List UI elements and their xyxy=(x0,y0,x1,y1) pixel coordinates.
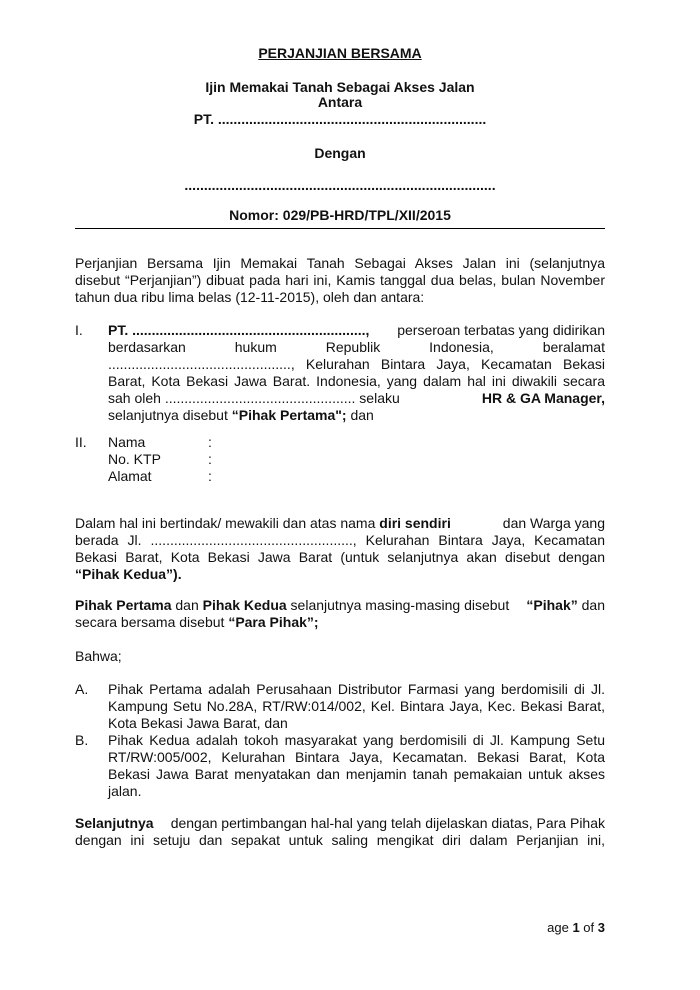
party-one-word: beralamat xyxy=(542,339,605,355)
parties-text: dan xyxy=(171,597,203,613)
representation-line-1 xyxy=(75,515,605,532)
representation-emphasis: diri sendiri xyxy=(379,515,451,531)
page-current: 1 xyxy=(572,920,580,935)
parties-text: selanjutnya masing-masing disebut xyxy=(286,597,514,613)
party-label: “Pihak” xyxy=(526,597,578,613)
parties-text: secara bersama disebut xyxy=(75,614,229,630)
representation-text: Dalam hal ini bertindak/ mewakili dan atas nama xyxy=(75,515,380,531)
party-one-line-3: ..............................................., Kelurahan Bintara Jaya, Kecamatan Bekasi xyxy=(108,356,605,372)
field-label-nama: Nama xyxy=(108,434,146,450)
whereas-b-line-1: Pihak Kedua adalah tokoh masyarakat yang berdomisili di Jl. Kampung Setu xyxy=(108,732,605,748)
representation-line-3: Bekasi Barat, Kota Bekasi Jawa Barat (untuk selanjutnya akan disebut dengan xyxy=(75,549,605,565)
whereas-b-line-4: jalan. xyxy=(108,783,142,799)
document-title: PERJANJIAN BERSAMA xyxy=(258,45,422,61)
party-one-word: Indonesia, xyxy=(429,339,494,355)
party-one-word: hukum xyxy=(234,339,277,355)
party-one-pt: PT. ............................................................, xyxy=(108,322,370,338)
representation-line-2: berada Jl. ...................................................., Kelurahan Bintara Jaya, Kecamatan xyxy=(75,532,605,548)
party-one-line-1 xyxy=(108,322,605,339)
page-total: 3 xyxy=(597,920,605,935)
whereas-a-line-1: Pihak Pertama adalah Perusahaan Distributor Farmasi yang berdomisili di Jl. xyxy=(108,681,605,697)
field-colon: : xyxy=(208,451,212,467)
whereas-b-number: B. xyxy=(75,732,89,748)
document-subtitle-with: Dengan xyxy=(314,145,366,161)
parties-definition-tail xyxy=(526,597,605,614)
whereas-a-line-2: Kampung Setu No.28A, RT/RW:014/002, Kel. Bintara Jaya, Kec. Bekasi Barat, xyxy=(108,698,605,714)
whereas-title: Bahwa; xyxy=(75,648,122,664)
document-subtitle: Ijin Memakai Tanah Sebagai Akses Jalan xyxy=(205,79,475,95)
parties-text: dan xyxy=(577,597,605,613)
party-one-label: “Pihak Pertama"; xyxy=(231,407,347,423)
party-one-line-6 xyxy=(108,407,605,424)
party-pt-placeholder: PT. ..................................................................... xyxy=(193,111,487,127)
party-one-text: selanjutnya disebut xyxy=(108,407,232,423)
parties-definition-head xyxy=(75,597,513,614)
closing-text: dengan pertimbangan hal-hal yang telah dijelaskan diatas, Para Pihak xyxy=(166,815,605,831)
whereas-a-line-3: Kota Bekasi Jawa Barat, dan xyxy=(108,715,288,731)
party-label: “Para Pihak”; xyxy=(228,614,319,630)
field-colon: : xyxy=(208,468,212,484)
document-number: Nomor: 029/PB-HRD/TPL/XII/2015 xyxy=(229,207,451,223)
party-one-desc: perseroan terbatas yang didirikan xyxy=(397,322,605,338)
whereas-b-line-2: RT/RW:005/002, Kelurahan Bintara Jaya, Kecamatan. Bekasi Barat, Kota xyxy=(108,749,605,765)
document-subtitle-between: Antara xyxy=(317,94,363,110)
whereas-b-line-3: Bekasi Jawa Barat menyatakan dan menjamin tanah pemakaian untuk akses xyxy=(108,766,605,782)
party-one-number: I. xyxy=(75,322,83,338)
party-one-text: dan xyxy=(346,407,374,423)
party-one-line-2 xyxy=(108,339,605,356)
party-label: Pihak Kedua xyxy=(202,597,287,613)
whereas-a-number: A. xyxy=(75,681,89,697)
party-two-number: II. xyxy=(75,434,87,450)
closing-emphasis: Selanjutnya xyxy=(75,815,154,831)
party-one-line-4: Barat, Kota Bekasi Jawa Barat. Indonesia, yang dalam hal ini diwakili secara xyxy=(108,373,605,389)
field-label-ktp: No. KTP xyxy=(108,451,161,467)
party-one-representative: sah oleh ................................................. selaku xyxy=(108,390,400,406)
field-colon: : xyxy=(208,434,212,450)
intro-line-1: Perjanjian Bersama Ijin Memakai Tanah Sebagai Akses Jalan ini (selanjutnya xyxy=(75,255,605,271)
page-indicator-text: age xyxy=(547,920,573,935)
representation-line-4: “Pihak Kedua”). xyxy=(75,566,182,582)
page-indicator-text: of xyxy=(579,920,598,935)
party-one-word: Republik xyxy=(325,339,381,355)
closing-line-2: dengan ini setuju dan sepakat untuk saling mengikat diri dalam Perjanjian ini, xyxy=(75,832,605,848)
parties-definition-line-1 xyxy=(75,597,605,614)
party-one-role: HR & GA Manager, xyxy=(481,390,605,406)
party-label: Pihak Pertama xyxy=(75,597,172,613)
intro-line-2: disebut “Perjanjian”) dibuat pada hari ini, Kamis tanggal dua belas, bulan November xyxy=(75,272,605,288)
parties-definition-line-2 xyxy=(75,614,605,631)
party-dots-placeholder: ................................................................................ xyxy=(184,177,496,193)
party-one-line-5 xyxy=(108,390,605,407)
field-label-alamat: Alamat xyxy=(108,468,152,484)
representation-text: dan Warga yang xyxy=(498,515,605,531)
page-indicator xyxy=(547,919,605,936)
intro-line-3: tahun dua ribu lima belas (12-11-2015), oleh dan antara: xyxy=(75,289,425,305)
closing-line-1 xyxy=(75,815,605,832)
representation-tail xyxy=(379,515,605,532)
header-divider xyxy=(75,228,605,229)
party-one-word: berdasarkan xyxy=(108,339,186,355)
